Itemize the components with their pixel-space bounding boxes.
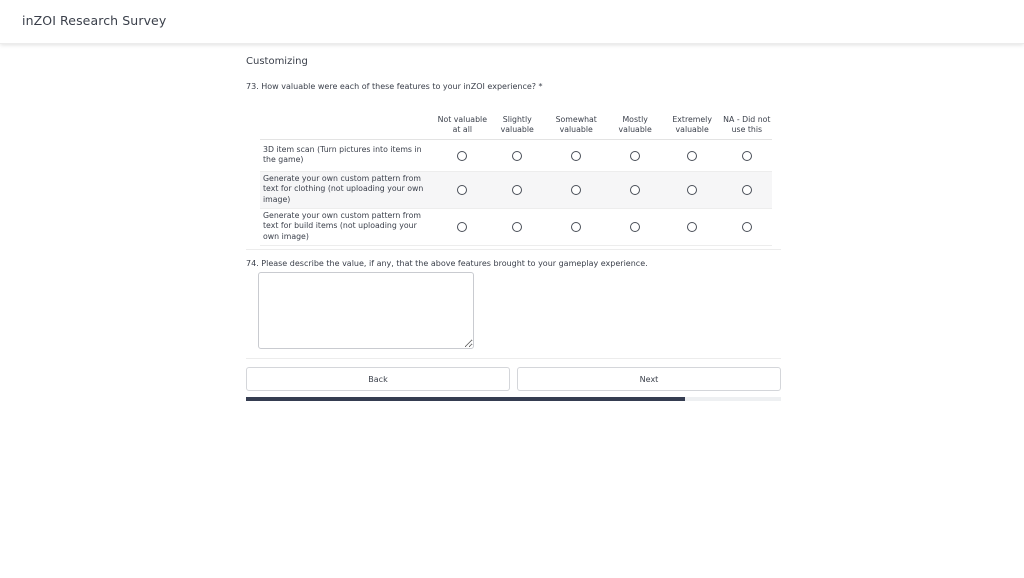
section-title: Customizing bbox=[246, 56, 308, 67]
matrix-row-clothing-pattern bbox=[260, 171, 772, 208]
matrix-cell bbox=[545, 139, 608, 171]
row-label: Generate your own custom pattern from text for clothing (not uploading your own image) bbox=[260, 171, 435, 208]
radio-button[interactable] bbox=[742, 222, 752, 232]
next-button[interactable]: Next bbox=[517, 367, 781, 391]
matrix-cell bbox=[663, 139, 722, 171]
radio-button[interactable] bbox=[630, 151, 640, 161]
column-header: Extremely valuable bbox=[663, 100, 722, 139]
rating-matrix bbox=[260, 100, 772, 246]
matrix-cell bbox=[608, 208, 663, 245]
radio-button[interactable] bbox=[742, 185, 752, 195]
top-bar bbox=[0, 0, 1024, 44]
section-divider bbox=[246, 358, 781, 359]
matrix-cell bbox=[435, 171, 490, 208]
radio-button[interactable] bbox=[457, 151, 467, 161]
matrix-cell bbox=[722, 139, 772, 171]
matrix-row-3d-item-scan bbox=[260, 139, 772, 171]
matrix-cell bbox=[490, 139, 545, 171]
progress-bar bbox=[246, 397, 781, 401]
matrix-corner bbox=[260, 100, 435, 139]
radio-button[interactable] bbox=[512, 151, 522, 161]
feature-value-textarea[interactable] bbox=[258, 272, 474, 349]
matrix-cell bbox=[435, 139, 490, 171]
column-header: NA - Did not use this bbox=[722, 100, 772, 139]
radio-button[interactable] bbox=[457, 222, 467, 232]
radio-button[interactable] bbox=[571, 222, 581, 232]
matrix-cell bbox=[545, 171, 608, 208]
radio-button[interactable] bbox=[742, 151, 752, 161]
row-label: 3D item scan (Turn pictures into items in the game) bbox=[260, 139, 435, 171]
matrix-header-row bbox=[260, 100, 772, 139]
matrix-cell bbox=[663, 171, 722, 208]
column-header: Slightly valuable bbox=[490, 100, 545, 139]
radio-button[interactable] bbox=[630, 222, 640, 232]
back-button[interactable]: Back bbox=[246, 367, 510, 391]
question-73-text: 73. How valuable were each of these features to your inZOI experience? * bbox=[246, 82, 543, 91]
column-header: Somewhat valuable bbox=[545, 100, 608, 139]
matrix-row-build-pattern bbox=[260, 208, 772, 245]
radio-button[interactable] bbox=[687, 185, 697, 195]
app-title: inZOI Research Survey bbox=[22, 13, 167, 28]
matrix-cell bbox=[722, 171, 772, 208]
matrix-cell bbox=[608, 171, 663, 208]
radio-button[interactable] bbox=[630, 185, 640, 195]
radio-button[interactable] bbox=[687, 151, 697, 161]
question-74-text: 74. Please describe the value, if any, that the above features brought to your gameplay experience. bbox=[246, 259, 648, 268]
matrix-cell bbox=[490, 171, 545, 208]
column-header: Not valuable at all bbox=[435, 100, 490, 139]
radio-button[interactable] bbox=[571, 185, 581, 195]
matrix-cell bbox=[608, 139, 663, 171]
matrix-cell bbox=[545, 208, 608, 245]
radio-button[interactable] bbox=[571, 151, 581, 161]
radio-button[interactable] bbox=[512, 222, 522, 232]
row-label: Generate your own custom pattern from text for build items (not uploading your own image) bbox=[260, 208, 435, 245]
matrix-cell bbox=[435, 208, 490, 245]
radio-button[interactable] bbox=[687, 222, 697, 232]
radio-button[interactable] bbox=[457, 185, 467, 195]
matrix-cell bbox=[490, 208, 545, 245]
matrix-cell bbox=[722, 208, 772, 245]
matrix-cell bbox=[663, 208, 722, 245]
column-header: Mostly valuable bbox=[608, 100, 663, 139]
radio-button[interactable] bbox=[512, 185, 522, 195]
progress-bar-fill bbox=[246, 397, 685, 401]
section-divider bbox=[246, 249, 781, 250]
